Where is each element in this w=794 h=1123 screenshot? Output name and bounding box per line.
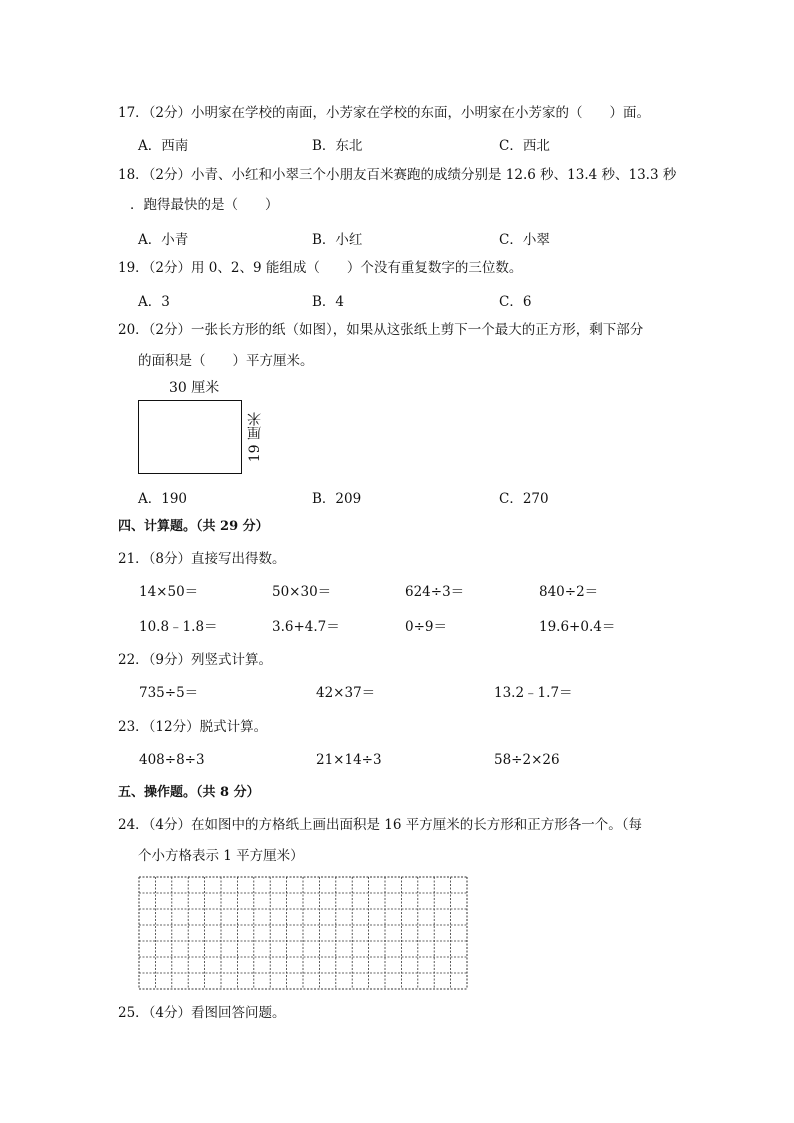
q21-item: 14×50＝ [139,584,199,600]
q22-item: 42×37＝ [316,685,376,701]
question-22-stem: 22．（9分）列竖式计算。 [118,652,273,668]
question-20-option-b[interactable]: B．209 [312,491,362,507]
question-20-option-c[interactable]: C．270 [499,491,549,507]
question-18-option-a[interactable]: A．小青 [138,232,189,248]
question-19-stem: 19．（2分）用 0、2、9 能组成（ ）个没有重复数字的三位数。 [118,260,523,276]
question-19-option-c[interactable]: C．6 [499,294,532,310]
question-17-stem: 17．（2分）小明家在学校的南面，小芳家在学校的东面，小明家在小芳家的（ ）面。 [118,105,651,121]
question-19-options [138,290,658,308]
section-4-title: 四、计算题。（共 29 分） [118,519,269,534]
q21-item: 10.8﹣1.8＝ [139,619,218,635]
q22-item: 13.2﹣1.7＝ [494,685,573,701]
question-18-options [138,228,658,246]
rectangle-width-label: 30 厘米 [169,380,220,396]
question-18-stem-line2: ．跑得最快的是（ ） [130,197,279,213]
question-25-stem: 25．（4分）看图回答问题。 [118,1005,286,1021]
question-19-option-b[interactable]: B．4 [312,294,345,310]
q21-item: 19.6+0.4＝ [539,619,616,635]
question-18-option-b[interactable]: B．小红 [312,232,363,248]
question-24-stem-line1: 24．（4分）在如图中的方格纸上画出面积是 16 平方厘米的长方形和正方形各一个。（每 [118,817,643,833]
q21-item: 3.6+4.7＝ [272,619,340,635]
question-17-option-c[interactable]: C．西北 [499,138,550,154]
q21-item: 840÷2＝ [539,584,599,600]
rectangle-figure [137,376,277,478]
question-23-stem: 23．（12分）脱式计算。 [118,719,268,735]
square-grid-paper[interactable] [138,876,468,990]
question-18-option-c[interactable]: C．小翠 [499,232,550,248]
question-18-stem-line1: 18．（2分）小青、小红和小翠三个小朋友百米赛跑的成绩分别是 12.6 秒、13.4 秒、13.3 秒 [118,167,677,183]
q21-item: 50×30＝ [272,584,332,600]
q23-item: 58÷2×26 [494,752,560,768]
question-17-options [138,134,658,152]
q23-item: 408÷8÷3 [139,752,205,768]
question-24-stem-line2: 个小方格表示 1 平方厘米） [138,848,304,864]
question-20-option-a[interactable]: A．190 [138,491,188,507]
q21-item: 624÷3＝ [405,584,465,600]
rectangle-shape [138,400,242,474]
q23-item: 21×14÷3 [316,752,382,768]
rectangle-height-label: 19 厘米 [247,412,263,463]
q21-item: 0÷9＝ [405,619,447,635]
question-21-stem: 21．（8分）直接写出得数。 [118,551,286,567]
question-20-stem-line1: 20．（2分）一张长方形的纸（如图），如果从这张纸上剪下一个最大的正方形，剩下部分 [118,322,644,338]
section-5-title: 五、操作题。（共 8 分） [118,785,260,800]
question-19-option-a[interactable]: A．3 [138,294,170,310]
question-20-options [138,487,658,505]
question-20-stem-line2: 的面积是（ ）平方厘米。 [138,353,314,369]
question-17-option-a[interactable]: A．西南 [138,138,189,154]
question-17-option-b[interactable]: B．东北 [312,138,363,154]
q22-item: 735÷5＝ [139,685,199,701]
